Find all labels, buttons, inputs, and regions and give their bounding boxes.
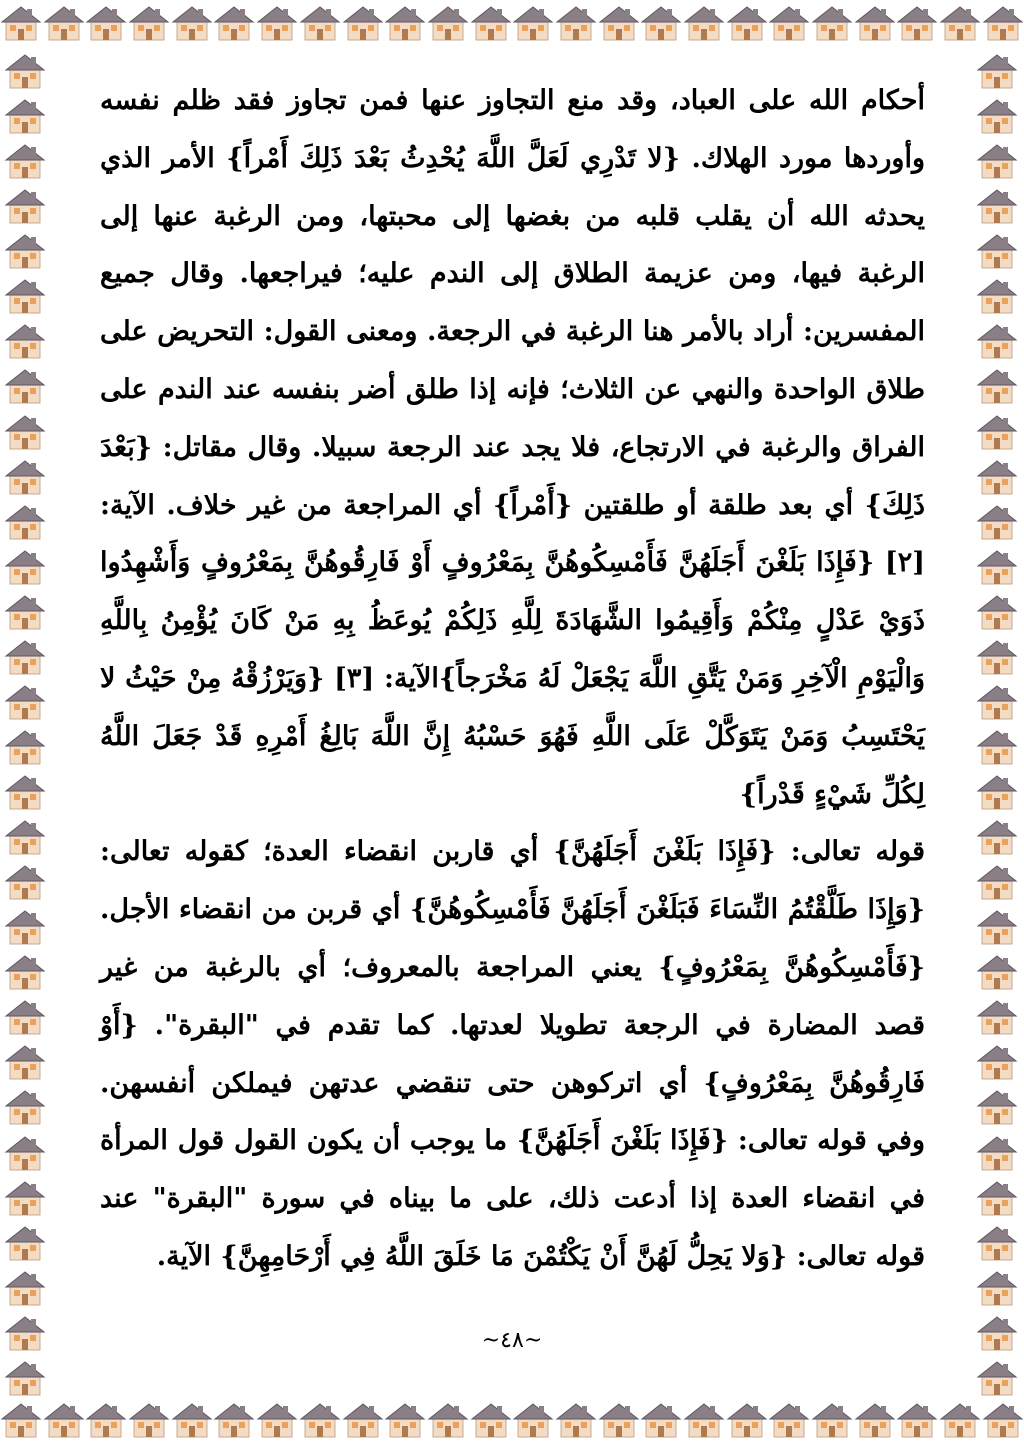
house-icon — [854, 4, 896, 42]
house-icon — [384, 4, 426, 42]
house-icon — [4, 1088, 46, 1126]
house-icon — [256, 4, 298, 42]
house-icon — [896, 4, 938, 42]
house-icon — [555, 1401, 597, 1439]
house-icon — [726, 1401, 768, 1439]
house-icon — [683, 4, 725, 42]
house-icon — [640, 4, 682, 42]
house-icon — [896, 1401, 938, 1439]
house-icon — [976, 1179, 1018, 1217]
house-icon — [976, 1134, 1018, 1172]
house-icon — [4, 142, 46, 180]
house-icon — [976, 142, 1018, 180]
house-icon — [299, 4, 341, 42]
house-icon — [976, 52, 1018, 90]
house-icon — [85, 1401, 127, 1439]
house-icon — [4, 232, 46, 270]
house-icon — [976, 503, 1018, 541]
house-icon — [976, 413, 1018, 451]
bottom-border — [0, 1401, 1024, 1445]
house-icon — [4, 458, 46, 496]
house-icon — [427, 1401, 469, 1439]
house-icon — [811, 1401, 853, 1439]
house-icon — [976, 638, 1018, 676]
house-icon — [4, 413, 46, 451]
house-icon — [4, 593, 46, 631]
house-icon — [43, 1401, 85, 1439]
house-icon — [976, 232, 1018, 270]
house-icon — [976, 818, 1018, 856]
house-icon — [4, 998, 46, 1036]
house-icon — [213, 4, 255, 42]
house-icon — [4, 1359, 46, 1397]
house-icon — [976, 1269, 1018, 1307]
house-icon — [976, 1043, 1018, 1081]
house-icon — [4, 187, 46, 225]
house-icon — [512, 4, 554, 42]
house-icon — [982, 4, 1024, 42]
house-icon — [976, 773, 1018, 811]
house-icon — [4, 1134, 46, 1172]
house-icon — [470, 1401, 512, 1439]
house-icon — [598, 1401, 640, 1439]
house-icon — [342, 4, 384, 42]
house-icon — [683, 1401, 725, 1439]
house-icon — [4, 683, 46, 721]
house-icon — [4, 728, 46, 766]
house-icon — [598, 4, 640, 42]
house-icon — [976, 998, 1018, 1036]
house-icon — [976, 683, 1018, 721]
house-icon — [976, 908, 1018, 946]
house-icon — [299, 1401, 341, 1439]
house-icon — [976, 863, 1018, 901]
house-icon — [4, 52, 46, 90]
right-border — [976, 52, 1020, 1397]
house-icon — [976, 277, 1018, 315]
house-icon — [4, 908, 46, 946]
house-icon — [128, 1401, 170, 1439]
house-icon — [4, 322, 46, 360]
page-content — [100, 72, 925, 1372]
house-icon — [4, 818, 46, 856]
house-icon — [939, 1401, 981, 1439]
house-icon — [4, 548, 46, 586]
house-icon — [384, 1401, 426, 1439]
house-icon — [512, 1401, 554, 1439]
house-icon — [4, 638, 46, 676]
house-icon — [256, 1401, 298, 1439]
house-icon — [976, 1224, 1018, 1262]
house-icon — [213, 1401, 255, 1439]
house-icon — [4, 1179, 46, 1217]
house-icon — [976, 1088, 1018, 1126]
page-number: ~٤٨~ — [481, 1328, 543, 1353]
house-icon — [4, 503, 46, 541]
house-icon — [976, 1359, 1018, 1397]
house-icon — [4, 277, 46, 315]
house-icon — [4, 863, 46, 901]
left-border — [4, 52, 48, 1397]
house-icon — [976, 548, 1018, 586]
house-icon — [4, 367, 46, 405]
house-icon — [0, 1401, 42, 1439]
house-icon — [342, 1401, 384, 1439]
house-icon — [427, 4, 469, 42]
house-icon — [976, 367, 1018, 405]
paragraph: أحكام الله على العباد، وقد منع التجاوز عنها فمن تجاوز فقد ظلم نفسه وأوردها مورد الهلاك. {لا تَدْرِي لَعَلَّ اللَّهَ يُحْدِثُ بَعْدَ ذَلِكَ أَمْراً} الأمر الذي يحدثه الله أن يقلب قلبه من بغضها إلى محبتها، ومن الرغبة عنها إلى الرغبة فيها، ومن عزيمة الطلاق إلى الندم عليه؛ فيراجعها. وقال جميع المفسرين: أراد بالأمر هنا الرغبة في الرجعة. ومعنى القول: التحريض على طلاق الواحدة والنهي عن الثلاث؛ فإنه إذا طلق أضر بنفسه عند الندم على الفراق والرغبة في الارتجاع، فلا يجد عند الرجعة سبيلا. وقال مقاتل: {بَعْدَ ذَلِكَ} أي بعد طلقة أو طلقتين {أَمْراً} أي المراجعة من غير خلاف. الآية: [٢] {فَإِذَا بَلَغْنَ أَجَلَهُنَّ فَأَمْسِكُوهُنَّ بِمَعْرُوفٍ أَوْ فَارِقُوهُنَّ بِمَعْرُوفٍ وَأَشْهِدُوا ذَوَيْ عَدْلٍ مِنْكُمْ وَأَقِيمُوا الشَّهَادَةَ لِلَّهِ ذَلِكُمْ يُوعَظُ بِهِ مَنْ كَانَ يُؤْمِنُ بِاللَّهِ وَالْيَوْمِ الْآخِرِ وَمَنْ يَتَّقِ اللَّهَ يَجْعَلْ لَهُ مَخْرَجاً}الآية: [٣] {وَيَرْزُقْهُ مِنْ حَيْثُ لا يَحْتَسِبُ وَمَنْ يَتَوَكَّلْ عَلَى اللَّهِ فَهُوَ حَسْبُهُ إِنَّ اللَّهَ بَالِغُ أَمْرِهِ قَدْ جَعَلَ اللَّهُ لِكُلِّ شَيْءٍ قَدْراً} — [100, 85, 925, 810]
house-icon — [768, 4, 810, 42]
house-icon — [939, 4, 981, 42]
body-text — [100, 72, 925, 1286]
house-icon — [4, 1043, 46, 1081]
house-icon — [726, 4, 768, 42]
house-icon — [470, 4, 512, 42]
top-border — [0, 4, 1024, 48]
house-icon — [976, 322, 1018, 360]
house-icon — [976, 593, 1018, 631]
house-icon — [982, 1401, 1024, 1439]
house-icon — [976, 187, 1018, 225]
house-icon — [85, 4, 127, 42]
paragraph: قوله تعالى: {فَإِذَا بَلَغْنَ أَجَلَهُنَّ} أي قاربن انقضاء العدة؛ كقوله تعالى: {وَإِذَا طَلَّقْتُمُ النِّسَاءَ فَبَلَغْنَ أَجَلَهُنَّ فَأَمْسِكُوهُنَّ} أي قربن من انقضاء الأجل. {فَأَمْسِكُوهُنَّ بِمَعْرُوفٍ} يعني المراجعة بالمعروف؛ أي بالرغبة من غير قصد المضارة في الرجعة تطويلا لعدتها. كما تقدم في "البقرة". {أَوْ فَارِقُوهُنَّ بِمَعْرُوفٍ} أي اتركوهن حتى تنقضي عدتهن فيملكن أنفسهن. وفي قوله تعالى: {فَإِذَا بَلَغْنَ أَجَلَهُنَّ} ما يوجب أن يكون القول قول المرأة في انقضاء العدة إذا أدعت ذلك، على ما بيناه في سورة "البقرة" عند قوله تعالى: {وَلا يَحِلُّ لَهُنَّ أَنْ يَكْتُمْنَ مَا خَلَقَ اللَّهُ فِي أَرْحَامِهِنَّ} الآية. — [100, 836, 925, 1272]
house-icon — [0, 4, 42, 42]
house-icon — [811, 4, 853, 42]
house-icon — [4, 1224, 46, 1262]
house-icon — [4, 97, 46, 135]
house-icon — [171, 4, 213, 42]
house-icon — [976, 728, 1018, 766]
house-icon — [768, 1401, 810, 1439]
house-icon — [4, 953, 46, 991]
house-icon — [128, 4, 170, 42]
house-icon — [171, 1401, 213, 1439]
house-icon — [4, 1269, 46, 1307]
house-icon — [976, 953, 1018, 991]
house-icon — [640, 1401, 682, 1439]
house-icon — [4, 773, 46, 811]
house-icon — [555, 4, 597, 42]
house-icon — [976, 458, 1018, 496]
house-icon — [854, 1401, 896, 1439]
house-icon — [976, 97, 1018, 135]
house-icon — [43, 4, 85, 42]
